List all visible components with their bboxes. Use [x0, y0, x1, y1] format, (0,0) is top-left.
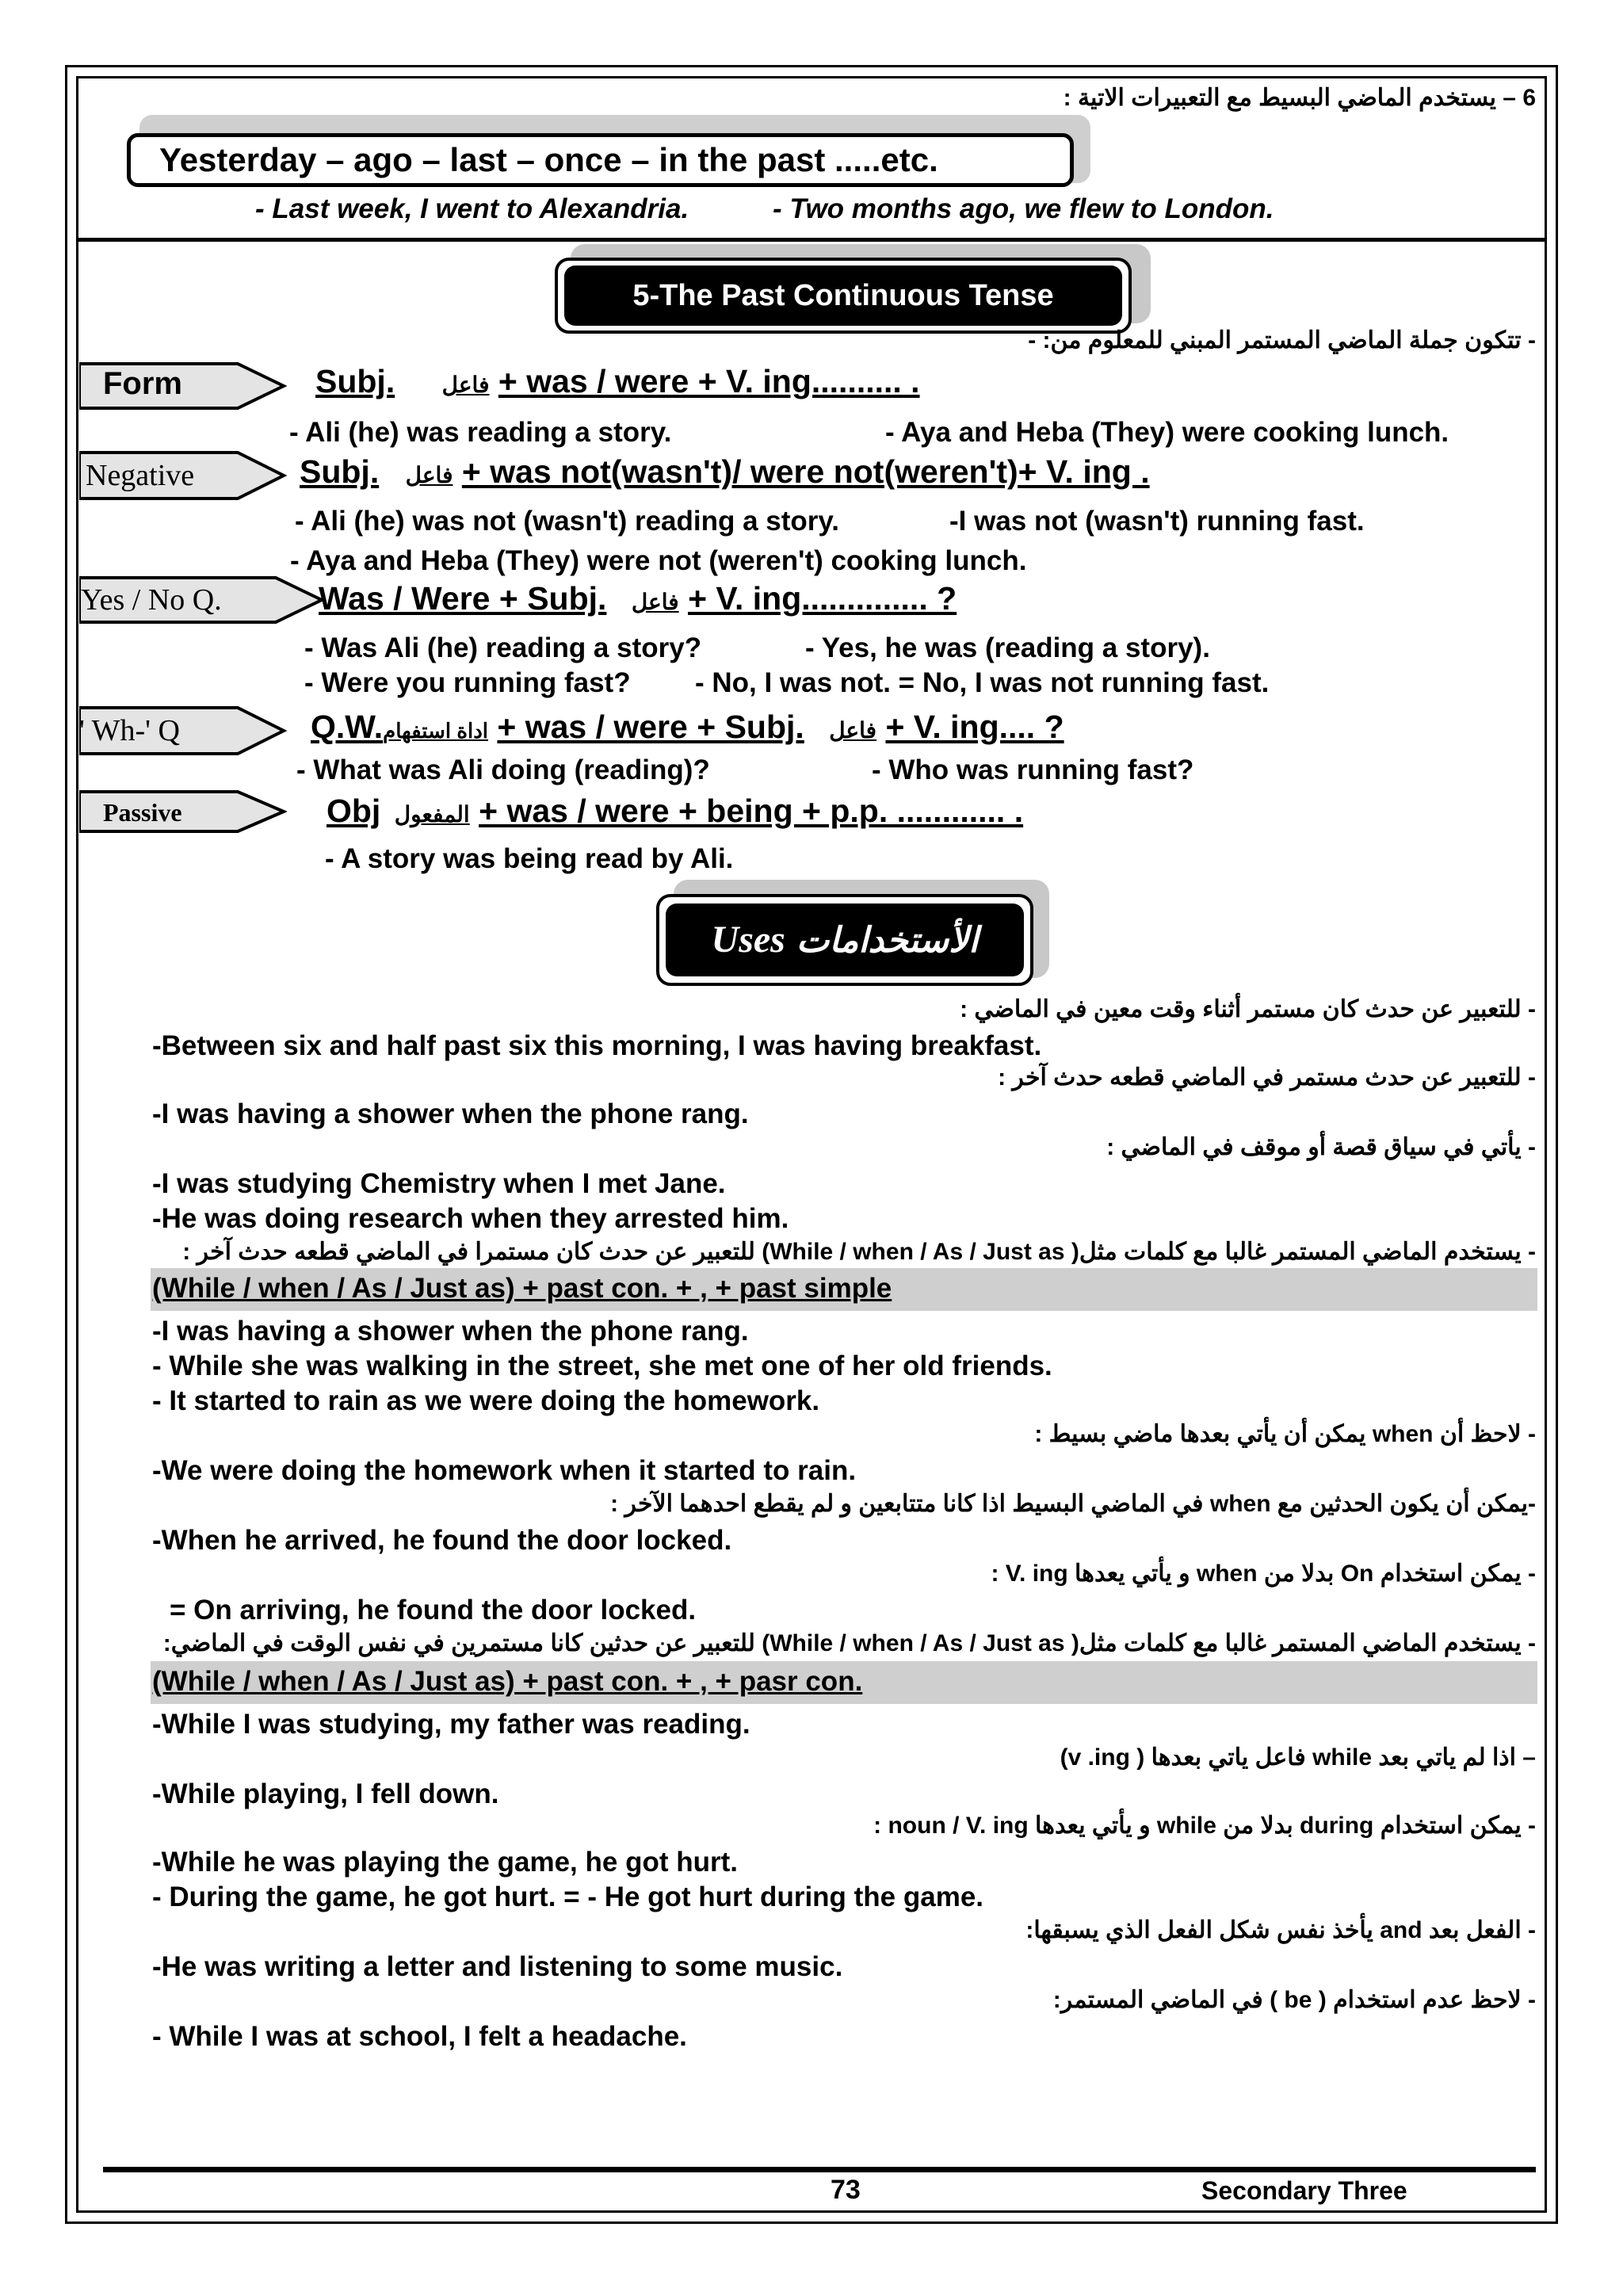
use-10-example-2: - During the game, he got hurt. = - He got hurt during the game.: [152, 1881, 984, 1912]
yesno-example-4: - No, I was not. = No, I was not running fast.: [695, 667, 1270, 698]
use-8-example-1: -While I was studying, my father was reading.: [152, 1709, 750, 1740]
wh-example-2: - Who was running fast?: [872, 755, 1194, 785]
use-3-example-1: -I was studying Chemistry when I met Jane.: [152, 1168, 726, 1199]
negative-example-3: - Aya and Heba (They) were not (weren't) cooking lunch.: [290, 545, 1027, 576]
use-3-rule: - يأتي في سياق قصة أو موقف في الماضي :: [1106, 1134, 1536, 1160]
use-10-rule: - يمكن استخدام during بدلا من while و يأتي يعدها noun / V. ing :: [873, 1813, 1536, 1839]
wh-rule: Q.W.اداة استفهام + was / were + Subj. فاعل + V. ing.... ?: [311, 709, 1064, 745]
footer-level: Secondary Three: [1201, 2176, 1407, 2205]
use-1-example-1: -Between six and half past six this morning, I was having breakfast.: [152, 1030, 1042, 1061]
top-note: 6 – يستخدم الماضي البسيط مع التعبيرات الاتية :: [1063, 85, 1536, 111]
passive-rule: Obj المفعول + was / were + being + p.p. ............ .: [327, 793, 1024, 829]
use-3-example-2: -He was doing research when they arrested him.: [152, 1203, 789, 1234]
form-example-1: - Ali (he) was reading a story.: [289, 417, 672, 448]
use-4-example-1: -I was having a shower when the phone rang.: [152, 1316, 749, 1347]
wh-example-1: - What was Ali doing (reading)?: [296, 755, 710, 785]
yesno-example-2: - Yes, he was (reading a story).: [805, 632, 1210, 663]
section-title: 5-The Past Continuous Tense: [564, 266, 1122, 326]
yesno-rule: Was / Were + Subj. فاعل + V. ing.............. ?: [319, 580, 957, 617]
form-label: Form: [79, 361, 285, 411]
form-example-2: - Aya and Heba (They) were cooking lunch.: [885, 417, 1449, 448]
divider: [78, 238, 1545, 242]
yesno-example-1: - Was Ali (he) reading a story?: [304, 632, 702, 663]
use-11-rule: - الفعل بعد and يأخذ نفس شكل الفعل الذي يسبقها:: [1025, 1917, 1536, 1943]
wh-label: ' Wh-' Q: [79, 705, 287, 756]
page-number: 73: [831, 2175, 861, 2205]
negative-rule: Subj. فاعل + was not(wasn't)/ were not(weren't)+ V. ing .: [300, 453, 1150, 490]
form-intro: - تتكون جملة الماضي المستمر المبني للمعلوم من: -: [1028, 327, 1536, 353]
example-top-1: - Last week, I went to Alexandria.: [255, 193, 689, 224]
use-11-example-1: -He was writing a letter and listening to some music.: [152, 1951, 843, 1982]
use-12-example-1: - While I was at school, I felt a headache.: [152, 2021, 687, 2052]
use-1-rule: - للتعبير عن حدث كان مستمر أثناء وقت معين في الماضي :: [960, 996, 1536, 1022]
use-6-rule: -يمكن أن يكون الحدثين مع when في الماضي البسيط اذا كانا متتابعين و لم يقطع احدهما الآخر :: [610, 1491, 1536, 1517]
use-9-rule: – اذا لم ياتي بعد while فاعل ياتي بعدها ( v .ing): [1060, 1744, 1536, 1771]
negative-example-2: -I was not (wasn't) running fast.: [949, 506, 1365, 537]
passive-label: Passive: [79, 789, 287, 834]
negative-example-1: - Ali (he) was not (wasn't) reading a story.: [295, 506, 840, 537]
use-2-rule: - للتعبير عن حدث مستمر في الماضي قطعه حدث آخر :: [998, 1064, 1536, 1091]
use-12-rule: - لاحظ عدم استخدام ( be ) في الماضي المستمر:: [1052, 1987, 1536, 2013]
use-8-rule: - يستخدم الماضي المستمر غالبا مع كلمات مثل( While / when / As / Just as) للتعبير عن حدثين كانا مستمرين في نفس الوقت في الماضي:: [162, 1630, 1536, 1656]
use-9-example-1: -While playing, I fell down.: [152, 1778, 499, 1809]
uses-title: Uses الأستخدامات: [666, 904, 1024, 976]
use-7-example-1: = On arriving, he found the door locked.: [170, 1595, 697, 1626]
use-5-rule: - لاحظ أن when يمكن أن يأتي بعدها ماضي بسيط :: [1034, 1421, 1536, 1447]
use-10-example-1: -While he was playing the game, he got hurt.: [152, 1847, 738, 1878]
use-4-rule: - يستخدم الماضي المستمر غالبا مع كلمات مثل( While / when / As / Just as) للتعبير عن حدث كان مستمرا في الماضي قطعه حدث آخر :: [182, 1239, 1536, 1265]
negative-label: Negative: [79, 450, 287, 501]
use-4-example-2: - While she was walking in the street, she met one of her old friends.: [152, 1350, 1052, 1381]
use-2-example-1: -I was having a shower when the phone rang.: [152, 1098, 749, 1129]
use-7-rule: - يمكن استخدام On بدلا من when و يأتي يعدها V. ing :: [991, 1561, 1536, 1587]
form-rule: Subj. فاعل + was / were + V. ing.......... .: [315, 363, 920, 399]
footer-divider: [103, 2167, 1536, 2172]
expressions-box: Yesterday – ago – last – once – in the past .....etc.: [127, 133, 1074, 187]
yesno-example-3: - Were you running fast?: [304, 667, 631, 698]
use-4-example-3: - It started to rain as we were doing the homework.: [152, 1385, 820, 1416]
use-5-example-1: -We were doing the homework when it started to rain.: [152, 1455, 857, 1486]
use-8-highlight: (While / when / As / Just as) + past con. + , + pasr con.: [152, 1666, 863, 1697]
use-6-example-1: -When he arrived, he found the door locked.: [152, 1525, 732, 1556]
example-top-2: - Two months ago, we flew to London.: [773, 193, 1274, 224]
yesno-label: Yes / No Q.: [79, 575, 325, 625]
passive-example: - A story was being read by Ali.: [325, 843, 734, 874]
use-4-highlight: (While / when / As / Just as) + past con. + , + past simple: [152, 1273, 892, 1304]
